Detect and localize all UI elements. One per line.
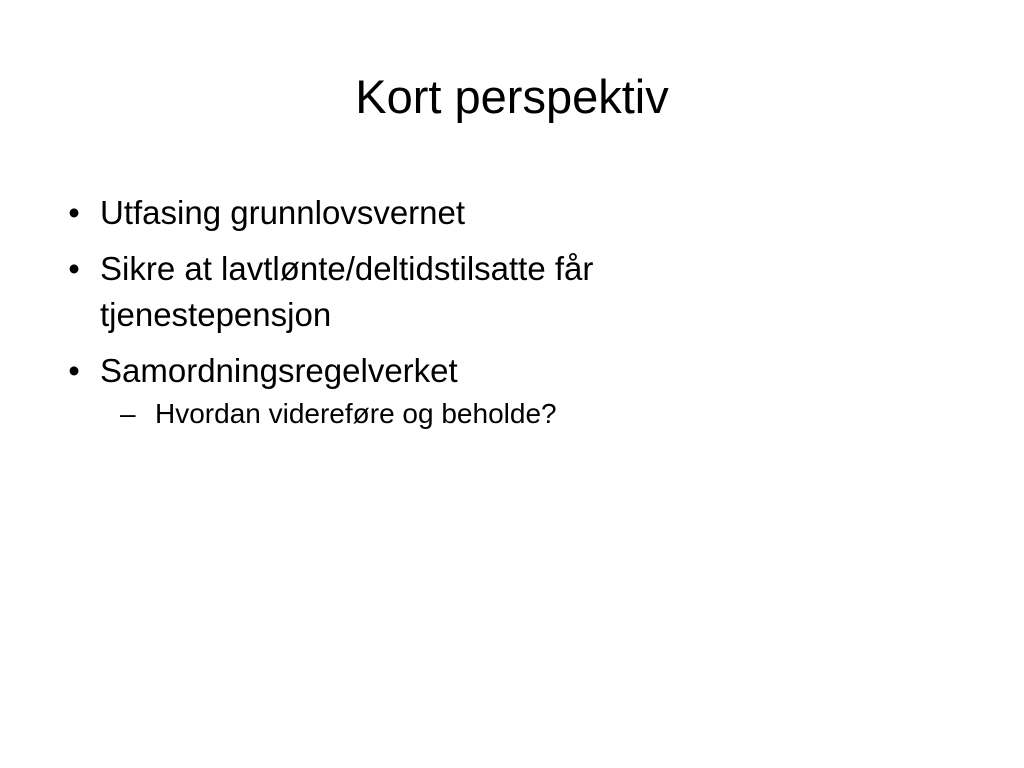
sub-bullet-item xyxy=(110,394,820,434)
slide-title: Kort perspektiv xyxy=(355,70,669,123)
bullet-icon: • xyxy=(68,352,80,389)
bullet-item xyxy=(60,190,820,236)
bullet-icon: • xyxy=(68,250,80,287)
sub-bullet-list xyxy=(100,394,820,434)
bullet-text: Sikre at lavtlønte/deltidstilsatte får tjenestepensjon xyxy=(100,250,594,333)
bullet-text: Utfasing grunnlovsvernet xyxy=(100,194,466,231)
bullet-list xyxy=(60,190,820,444)
bullet-item xyxy=(60,348,820,434)
sub-bullet-text: Hvordan videreføre og beholde? xyxy=(155,398,557,429)
bullet-text: Samordningsregelverket xyxy=(100,352,458,389)
bullet-icon: • xyxy=(68,194,80,231)
bullet-item xyxy=(60,246,820,338)
dash-icon: – xyxy=(120,398,136,429)
